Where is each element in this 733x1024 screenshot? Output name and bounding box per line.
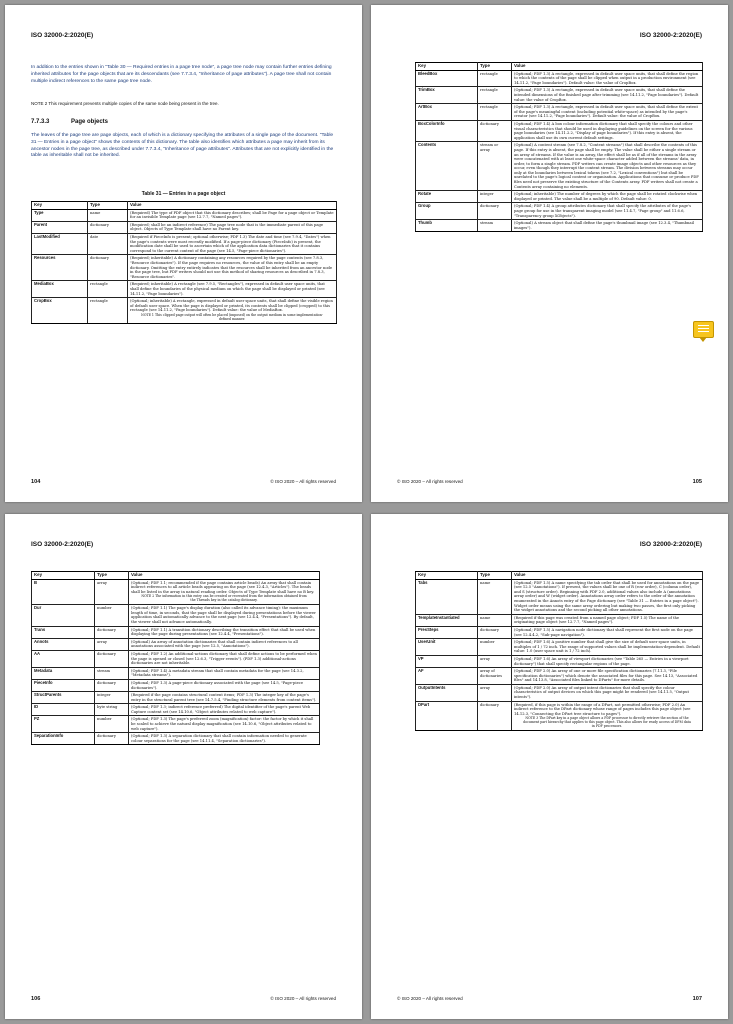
entry-value [128,298,337,324]
entry-value-text: (Optional) An array of annotation dictionaries that shall contain indirect references to all annotations associated with the page (see 12.5, "Annotations"). [131,639,298,649]
entry-key: Dur [32,605,95,626]
entry-key: SeparationInfo [32,733,95,745]
entry-value-text: (Required; inheritable) A rectangle (see 7.9.5, "Rectangles"), expressed in default user space units, that shall define the boundaries of the physical medium on which the page shall be displayed or printed (see 14.11.2, "Page boundaries"). [130,282,325,296]
table-row [32,650,320,667]
page-header: ISO 32000-2:2020(E) [639,541,702,548]
entry-value-text: (Optional; PDF 1.6) An array of viewport dictionaries (see "Table 265 — Entries in a viewport dictionary") that shall specify rectangular regions of the page. [514,656,689,666]
comment-annotation-icon[interactable] [693,321,714,338]
table-header-row [416,572,703,580]
column-header-value: Value [128,202,337,210]
entry-value [512,579,703,614]
page-header: ISO 32000-2:2020(E) [31,32,94,39]
entry-value [512,104,703,121]
column-header-value: Value [129,572,320,580]
intro-paragraph: In addition to the entries shown in "Table 30 — Required entries in a page tree node", a page tree node may contain further entries defining inherited attributes for the page objects that are its descendants (see 7.7.3.4, "Inheritance of page attributes"). A page tree shall not contain multiple indirect references to the same page tree node. [31,65,332,84]
page-header: ISO 32000-2:2020(E) [31,541,94,548]
section-number: 7.7.3.3 [31,119,50,125]
entry-value [512,639,703,656]
entry-key: DPart [416,701,478,731]
table-row [416,579,703,614]
table-header-row [32,572,320,580]
entry-note: NOTE 3 The DPart key in a page object allows a PDF processor to directly retrieve the section of the document part hierarchy that applies to this page object. This also allows for ready access of DPM data in PDF processors. [523,716,691,729]
entry-type: integer [95,692,129,704]
page-number: 107 [692,996,702,1002]
entry-key: UserUnit [416,639,478,656]
entry-key: PresSteps [416,626,478,638]
entry-type: date [88,233,128,254]
table-row [416,668,703,685]
copyright: © ISO 2020 – All rights reserved [270,996,336,1001]
entry-value [129,667,320,679]
column-header-type: Type [478,572,512,580]
entry-key: TrimBox [416,87,478,104]
entry-type: dictionary [95,626,129,638]
entry-key: Annots [32,638,95,650]
entry-value-text: (Required) The type of PDF object that this dictionary describes; shall be Page for a page object or Template for an invisible Template page (see 12.7.7, "Named pages"). [130,210,334,220]
entry-value [512,203,703,220]
table-row [416,87,703,104]
table-row [416,614,703,626]
table-row [32,733,320,745]
entry-type: name [478,614,512,626]
entry-type: name [88,209,128,221]
entry-type: rectangle [88,298,128,324]
entry-value [128,209,337,221]
entry-value [512,70,703,87]
entry-note: NOTE 2 The information in this entry can be created or recreated from the information obtained from the Threads key in the catalog dictionary. [141,594,307,603]
page-number: 105 [692,479,702,485]
table-row [32,638,320,650]
entry-value [129,605,320,626]
column-header-type: Type [478,63,512,71]
entry-value [129,679,320,691]
table-row [32,209,337,221]
table-row [32,605,320,626]
entry-value-text: (Optional; PDF 2.0) An array of output intent dictionaries that shall specify the colour characteristics of output devices on which this page might be rendered (see 14.11.5, "Output intents"). [514,685,689,700]
table-row [32,716,320,733]
entry-type: dictionary [88,255,128,281]
entry-value-text: (Optional; PDF 1.4) A group attributes dictionary that shall specify the attributes of the page's page group for use in the transparent imaging model (see 11.4.7, "Page group" and 11.6.6, "Transparency group XObjects"). [514,204,692,218]
entry-value-text: (Required; shall be an indirect reference) The page tree node that is the immediate parent of this page object. Objects of Type Template shall have no Parent key. [130,222,324,232]
entry-type: integer [478,191,512,203]
entry-key: Parent [32,221,88,233]
entry-value-text: (Required if PieceInfo is present; optional otherwise; PDF 1.3) The date and time (see 7.9.4, "Dates") when the page's contents were most recently modified. If a page-piece dictionary (PieceInfo) is present, the modification date shall be used to ascertain which of the application data dictionaries that it contains correspond to the current content of the page (see 14.5, "Page-piece dictionaries"). [130,234,331,253]
entry-type: array [478,684,512,701]
entry-type: stream [478,220,512,232]
table-row [416,191,703,203]
page-object-table-continued [415,571,703,731]
entry-key: Contents [416,142,478,191]
entry-key: Group [416,203,478,220]
entry-type: dictionary [95,679,129,691]
entry-value [129,638,320,650]
entry-value-text: (Optional; PDF 1.3) A separation dictionary that shall contain information needed to generate colour separations for the page (see 14.11.4, "Separation dictionaries"). [131,734,307,743]
entry-value [512,655,703,667]
entry-value-text: (Optional; PDF 1.3) A rectangle, expressed in default user space units, that shall define the intended dimensions of the finished page after trimming (see 14.11.2, "Page boundaries"). Default value: the value of CropBox. [514,88,699,102]
table-row [416,104,703,121]
entry-key: PZ [32,716,95,733]
entry-type: array [95,638,129,650]
column-header-key: Key [32,202,88,210]
table-row [32,626,320,638]
entry-value-text: (Optional; PDF 1.6) A positive number that shall give the size of default user space units, in multiples of 1 / 72 inch. The range of supported values shall be implementation-dependent. Default value: 1.0 (user space unit is 1 / 72 inch). [514,640,700,654]
page-107 [371,514,728,1019]
page-object-table-continued [31,571,320,745]
entry-value [129,579,320,605]
entry-type: dictionary [95,650,129,667]
column-header-key: Key [32,572,95,580]
entry-key: BoxColorInfo [416,120,478,141]
table-row [416,142,703,191]
table-header-row [32,202,337,210]
table-row [416,220,703,232]
page-object-table [31,201,337,324]
table-row [32,281,337,298]
entry-type: byte string [95,704,129,716]
entry-key: Thumb [416,220,478,232]
column-header-value: Value [512,63,703,71]
entry-value [512,684,703,701]
entry-key: Type [32,209,88,221]
entry-value-text: (Optional; PDF 1.5) A navigation node dictionary that shall represent the first node on the page (see 12.4.4.2, "Sub-page navigation"). [514,627,693,637]
entry-type: stream [95,667,129,679]
entry-value-text: (Optional; PDF 1.1) A transition dictionary describing the transition effect that shall be used when displaying the page during presentations (see 12.4.4, "Presentations"). [131,627,316,637]
entry-value-text: (Optional; PDF 1.3) The page's preferred zoom (magnification) factor: the factor by which it shall be scaled to achieve the natural display magnification (see 14.10.6, "Object attributes related to web capture"). [131,717,314,731]
entry-value [512,142,703,191]
entry-key: OutputIntents [416,684,478,701]
table-row [32,679,320,691]
entry-value-text: (Optional; PDF 1.1; recommended if the page contains article beads) An array that shall contain indirect references to all article beads appearing on the page (see 12.4.3, "Articles"). The beads shall be listed in the array in natural reading order. Objects of Type Template shall have no B key. [131,580,315,594]
entry-key: CropBox [32,298,88,324]
entry-value [512,668,703,685]
entry-value [129,692,320,704]
entry-value-text: (Required, if this page is within the range of a DPart, not permitted otherwise; PDF 2.0) An indirect reference to the DPart dictionary whose range of pages includes this page object (see 14.12.3, "Connecting the DPart tree structure to pages"). [514,702,691,716]
entry-value [512,191,703,203]
entry-type: name [478,579,512,614]
entry-key: TemplateInstantiated [416,614,478,626]
entry-key: Trans [32,626,95,638]
entry-key: AA [32,650,95,667]
entry-key: BleedBox [416,70,478,87]
entry-value [512,701,703,731]
section-title: Page objects [71,119,109,125]
column-header-value: Value [512,572,703,580]
copyright: © ISO 2020 – All rights reserved [270,479,336,484]
entry-value-text: (Optional; PDF 1.1) The page's display duration (also called its advance timing): the maximum length of time, in seconds, that the page shall be displayed during presentations before the viewer application shall automatically advance to the next page (see 12.4.4, "Presentations"). By default, the viewer shall not advance automatically. [131,606,316,624]
entry-value [512,87,703,104]
table-row [416,684,703,701]
table-row [32,667,320,679]
column-header-key: Key [416,63,478,71]
entry-type: stream or array [478,142,512,191]
entry-type: rectangle [478,104,512,121]
column-header-type: Type [88,202,128,210]
entry-value [512,626,703,638]
page-105 [371,5,728,502]
entry-key: Metadata [32,667,95,679]
entry-type: number [95,605,129,626]
entry-type: dictionary [478,626,512,638]
entry-type: dictionary [478,120,512,141]
entry-value [129,716,320,733]
entry-key: VP [416,655,478,667]
entry-type: rectangle [478,87,512,104]
entry-value-text: (Optional; PDF 1.2) An additional-actions dictionary that shall define actions to be performed when the page is opened or closed (see 12.6.3, "Trigger events"). (PDF 1.3) additional-actions dictionaries are not inheritable. [131,651,317,666]
entry-type: dictionary [478,203,512,220]
entry-value-text: (Optional) A stream object that shall define the page's thumbnail image (see 12.3.4, "Thumbnail images"). [514,221,694,230]
page-number: 104 [31,479,41,485]
entry-value-text: (Optional; PDF 1.4) A metadata stream that shall contain metadata for the page (see 14.3.2, "Metadata streams"). [131,668,304,678]
entry-value [128,281,337,298]
table-row [32,221,337,233]
entry-value-text: (Optional; PDF 1.3) A page-piece dictionary associated with the page (see 14.5, "Page-piece dictionaries"). [131,680,303,690]
entry-value-text: (Optional; PDF 1.3; indirect reference preferred) The digital identifier of the page's parent Web Capture content set (see 14.10.6, "Object attributes related to web capture"). [131,705,311,714]
entry-value-text: (Required if this page was created from a named page object; PDF 1.5) The name of the originating page object (see 12.7.7, "Named pages"). [514,615,680,625]
table-row [32,233,337,254]
entry-value-text: (Optional; PDF 1.5) A name specifying the tab order that shall be used for annotations on the page (see 12.5 "Annotations"). If present, the values shall be one of R (row order), C (column order), and S (structure order). Beginning with PDF 2.0, additional values also include A (annotations array order) and W (widget order). Annotations array order refers to the order of the annotation enumerated in the Annots entry of the Page dictionary (see "Table 31 — Entries in a page object"). Widget order means using the same array ordering but making two passes, the first only picking the widget annotations and the second picking all other annotations. [514,580,700,613]
table-caption: Table 31 — Entries in a page object [141,191,226,197]
entry-value-text: (Required; inheritable) A dictionary containing any resources required by the page contents (see 7.8.3, "Resource dictionaries"). If the page requires no resources, the value of this entry shall be an empty dictionary. Omitting the entry entirely indicates that the resources shall be inherited from an ancestor node in the page tree, but PDF writers should not use this method of sharing resources as described in 7.8.3, "Resource dictionaries". [130,256,333,279]
table-row [416,203,703,220]
entry-key: StructParents [32,692,95,704]
entry-value-text: (Optional) A content stream (see 7.8.2, "Content streams") that shall describe the contents of this page. If this entry is absent, the page shall be empty. The value shall be either a single stream or an array of streams. If the value is an array, the effect shall be as if all of the streams in the array were concatenated with at least one white-space character added between the streams' data, in order, to form a single stream. PDF writers can create image objects and other resources as they occur, even though they interrupt the content stream. The division between streams may occur only at the boundaries between lexical tokens (see 7.2, "Lexical conventions") but shall be unrelated to the page's logical content or organisation. Applications that consume or produce PDF files need not preserve the existing structure of the Contents array. PDF writers shall not create a Contents array containing no elements. [514,143,699,189]
entry-value [129,704,320,716]
table-row [416,701,703,731]
copyright: © ISO 2020 – All rights reserved [397,479,463,484]
section-heading [31,119,108,125]
entry-value [128,233,337,254]
entry-key: AF [416,668,478,685]
entry-type: array [95,579,129,605]
entry-key: B [32,579,95,605]
entry-value-text: (Optional; PDF 1.3) A rectangle, expressed in default user space units, that shall define the extent of the page's meaningful content (including potential white-space) as intended by the page's creator (see 14.11.2, "Page boundaries"). Default value: the value of CropBox. [514,105,698,119]
entry-value-text: (Optional; PDF 1.4) A box colour information dictionary that shall specify the colours and other visual characteristics that should be used in displaying guidelines on the screen for the various page boundaries (see 14.11.2.2, "Display of page boundaries"). If this entry is absent, the application shall use its own current default settings. [514,121,693,140]
entry-type: dictionary [88,221,128,233]
table-row [32,255,337,281]
entry-type: number [95,716,129,733]
entry-type: number [478,639,512,656]
table-row [32,579,320,605]
entry-type: rectangle [88,281,128,298]
entry-value-text: (Optional; PDF 1.3) A rectangle, expressed in default user space units, that shall define the region to which the contents of the page shall be clipped when output in a production environment (see 14.11.2, "Page boundaries"). Default value: the value of CropBox. [514,71,699,85]
note-2: NOTE 2 This requirement prevents multiple copies of the same node being present in the tree. [31,101,219,106]
entry-value [129,650,320,667]
entry-key: PieceInfo [32,679,95,691]
page-106 [5,514,362,1019]
entry-key: ArtBox [416,104,478,121]
page-header: ISO 32000-2:2020(E) [639,32,702,39]
page-object-table-continued [415,62,703,232]
entry-key: MediaBox [32,281,88,298]
entry-value [129,733,320,745]
entry-value [129,626,320,638]
table-header-row [416,63,703,71]
page-number: 106 [31,996,41,1002]
entry-value [128,221,337,233]
page-104 [5,5,362,502]
entry-value-text: (Optional; PDF 2.0) An array of one or more file specification dictionaries (7.11.3, "File specification dictionaries") which denote the associated files for this page. See 14.13, "Associated files" and 14.13.8, "Associated files linked to DParts" for more details. [514,669,698,683]
section-body: The leaves of the page tree are page objects, each of which is a dictionary specifying the attributes of a single page of the document. "Table 31 — Entries in a page object" shows the contents of this dictionary. The table also identifies which attributes a page may inherit from its ancestor nodes in the page tree, as described under 7.7.3.4, "Inheritance of page attributes". Attributes that are not explicitly identified in the table as inheritable shall not be inherited. [31,133,334,159]
column-header-key: Key [416,572,478,580]
entry-type: array of dictionaries [478,668,512,685]
entry-value [512,220,703,232]
entry-value-text: (Optional; inheritable) The number of degrees by which the page shall be rotated clockwise when displayed or printed. The value shall be a multiple of 90. Default value: 0. [514,192,698,201]
entry-key: Rotate [416,191,478,203]
entry-value [128,255,337,281]
entry-note: NOTE 1 This clipped page output will often be placed (imposed) on the output medium in some implementation-defined manner. [141,312,323,321]
table-row [416,120,703,141]
entry-type: array [478,655,512,667]
entry-key: ID [32,704,95,716]
entry-value [512,614,703,626]
entry-value-text: (Optional; inheritable) A rectangle, expressed in default user space units, that shall define the visible region of default user space. When the page is displayed or printed, its contents shall be clipped (cropped) to this rectangle (see 14.11.2, "Page boundaries"). Default value: the value of MediaBox. [130,299,333,313]
entry-type: dictionary [95,733,129,745]
column-header-type: Type [95,572,129,580]
table-row [416,70,703,87]
entry-key: Resources [32,255,88,281]
entry-value [512,120,703,141]
table-row [32,692,320,704]
table-row [416,639,703,656]
table-row [416,626,703,638]
table-row [32,298,337,324]
entry-key: LastModified [32,233,88,254]
table-row [416,655,703,667]
entry-type: rectangle [478,70,512,87]
copyright: © ISO 2020 – All rights reserved [397,996,463,1001]
table-row [32,704,320,716]
entry-key: Tabs [416,579,478,614]
entry-type: dictionary [478,701,512,731]
entry-value-text: (Required if the page contains structural content items; PDF 1.3) The integer key of the page's entry in the structural parent tree (see 14.7.5.4, "Finding structure elements from content items"). [131,693,317,702]
